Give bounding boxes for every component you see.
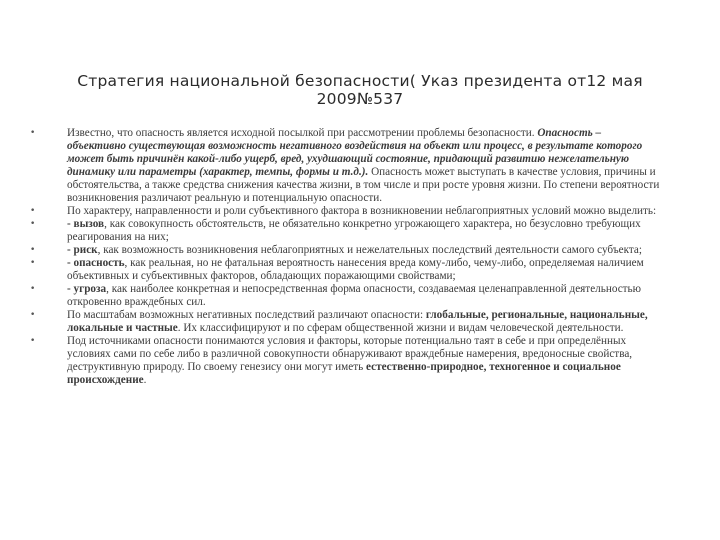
danger-intro-text: Известно, что опасность является исходной посылкой при рассмотрении проблемы безопасности. [67,127,535,139]
classification-intro: По характеру, направленности и роли субъективного фактора в возникновении неблагоприятных условий можно выделить: [67,205,657,217]
term-threat-text: , как наиболее конкретная и непосредственная форма опасности, создаваемая целенаправленной деятельностью откровенно враждебных сил. [67,283,642,308]
bullet-icon: • [30,128,36,138]
sources-intro: Под источниками опасности понимаются условия и факторы, которые потенциально таят в себе и при определённых условиях сами по себе либо в различной совокупности обнаруживают враждебные намерения, вредоносные свойства, деструктивную природу. По своему генезису они могут иметь [67,335,633,373]
term-threat: - угроза [67,283,107,295]
scale-intro: По масштабам возможных негативных последствий различают опасности: [67,309,426,321]
term-risk-text: , как возможность возникновения неблагоприятных и нежелательных последствий деятельности самого субъекта; [97,244,642,256]
bullet-icon: • [30,206,36,216]
bullet-icon: • [30,310,36,320]
danger-definition: Опасность – объективно существующая возможность негативного воздействия на объект или процесс, в результате которого может быть причинён какой-либо ущерб, вред, ухудшающий состояние, придающий развитию нежелательную динамику или параметры (характер, темпы, формы и т.д.). [67,127,643,178]
list-item [30,244,662,257]
danger-description: Опасность может выступать в качестве условия, причины и обстоятельства, а также средства снижения качества жизни, в том числе и при росте уровня жизни. По степени вероятности возникновения различают реальную и потенциальную опасности. [67,166,660,204]
scale-types: глобальные, региональные, национальные, локальные и частные [67,309,648,334]
list-item [30,283,662,309]
sources-outro: . [143,374,147,386]
sources-origins: естественно-природное, техногенное и социальное происхождение [67,361,621,386]
list-item [30,205,662,218]
term-challenge-text: , как совокупность обстоятельств, не обязательно конкретно угрожающего характера, но безусловно требующих реагирования на них; [67,218,641,243]
bullet-list [30,127,662,387]
list-item [30,309,662,335]
list-item [30,218,662,244]
term-danger-text: , как реальная, но не фатальная вероятность нанесения вреда кому-либо, чему-либо, определяемая наличием объективных и субъективных факторов, обладающих поражающими свойствами; [67,257,644,282]
bullet-icon: • [30,284,36,294]
term-risk: - риск [67,244,98,256]
list-item [30,335,662,387]
bullet-icon: • [30,245,36,255]
list-item [30,127,662,205]
bullet-icon: • [30,258,36,268]
term-danger: - опасность [67,257,125,269]
bullet-icon: • [30,219,36,229]
slide-title: Стратегия национальной безопасности( Указ президента от12 мая 2009№537 [77,72,643,108]
term-challenge: - вызов [67,218,105,230]
bullet-icon: • [30,336,36,346]
list-item [30,257,662,283]
scale-outro: . Их классифицируют и по сферам общественной жизни и видам человеческой деятельности. [177,322,624,334]
